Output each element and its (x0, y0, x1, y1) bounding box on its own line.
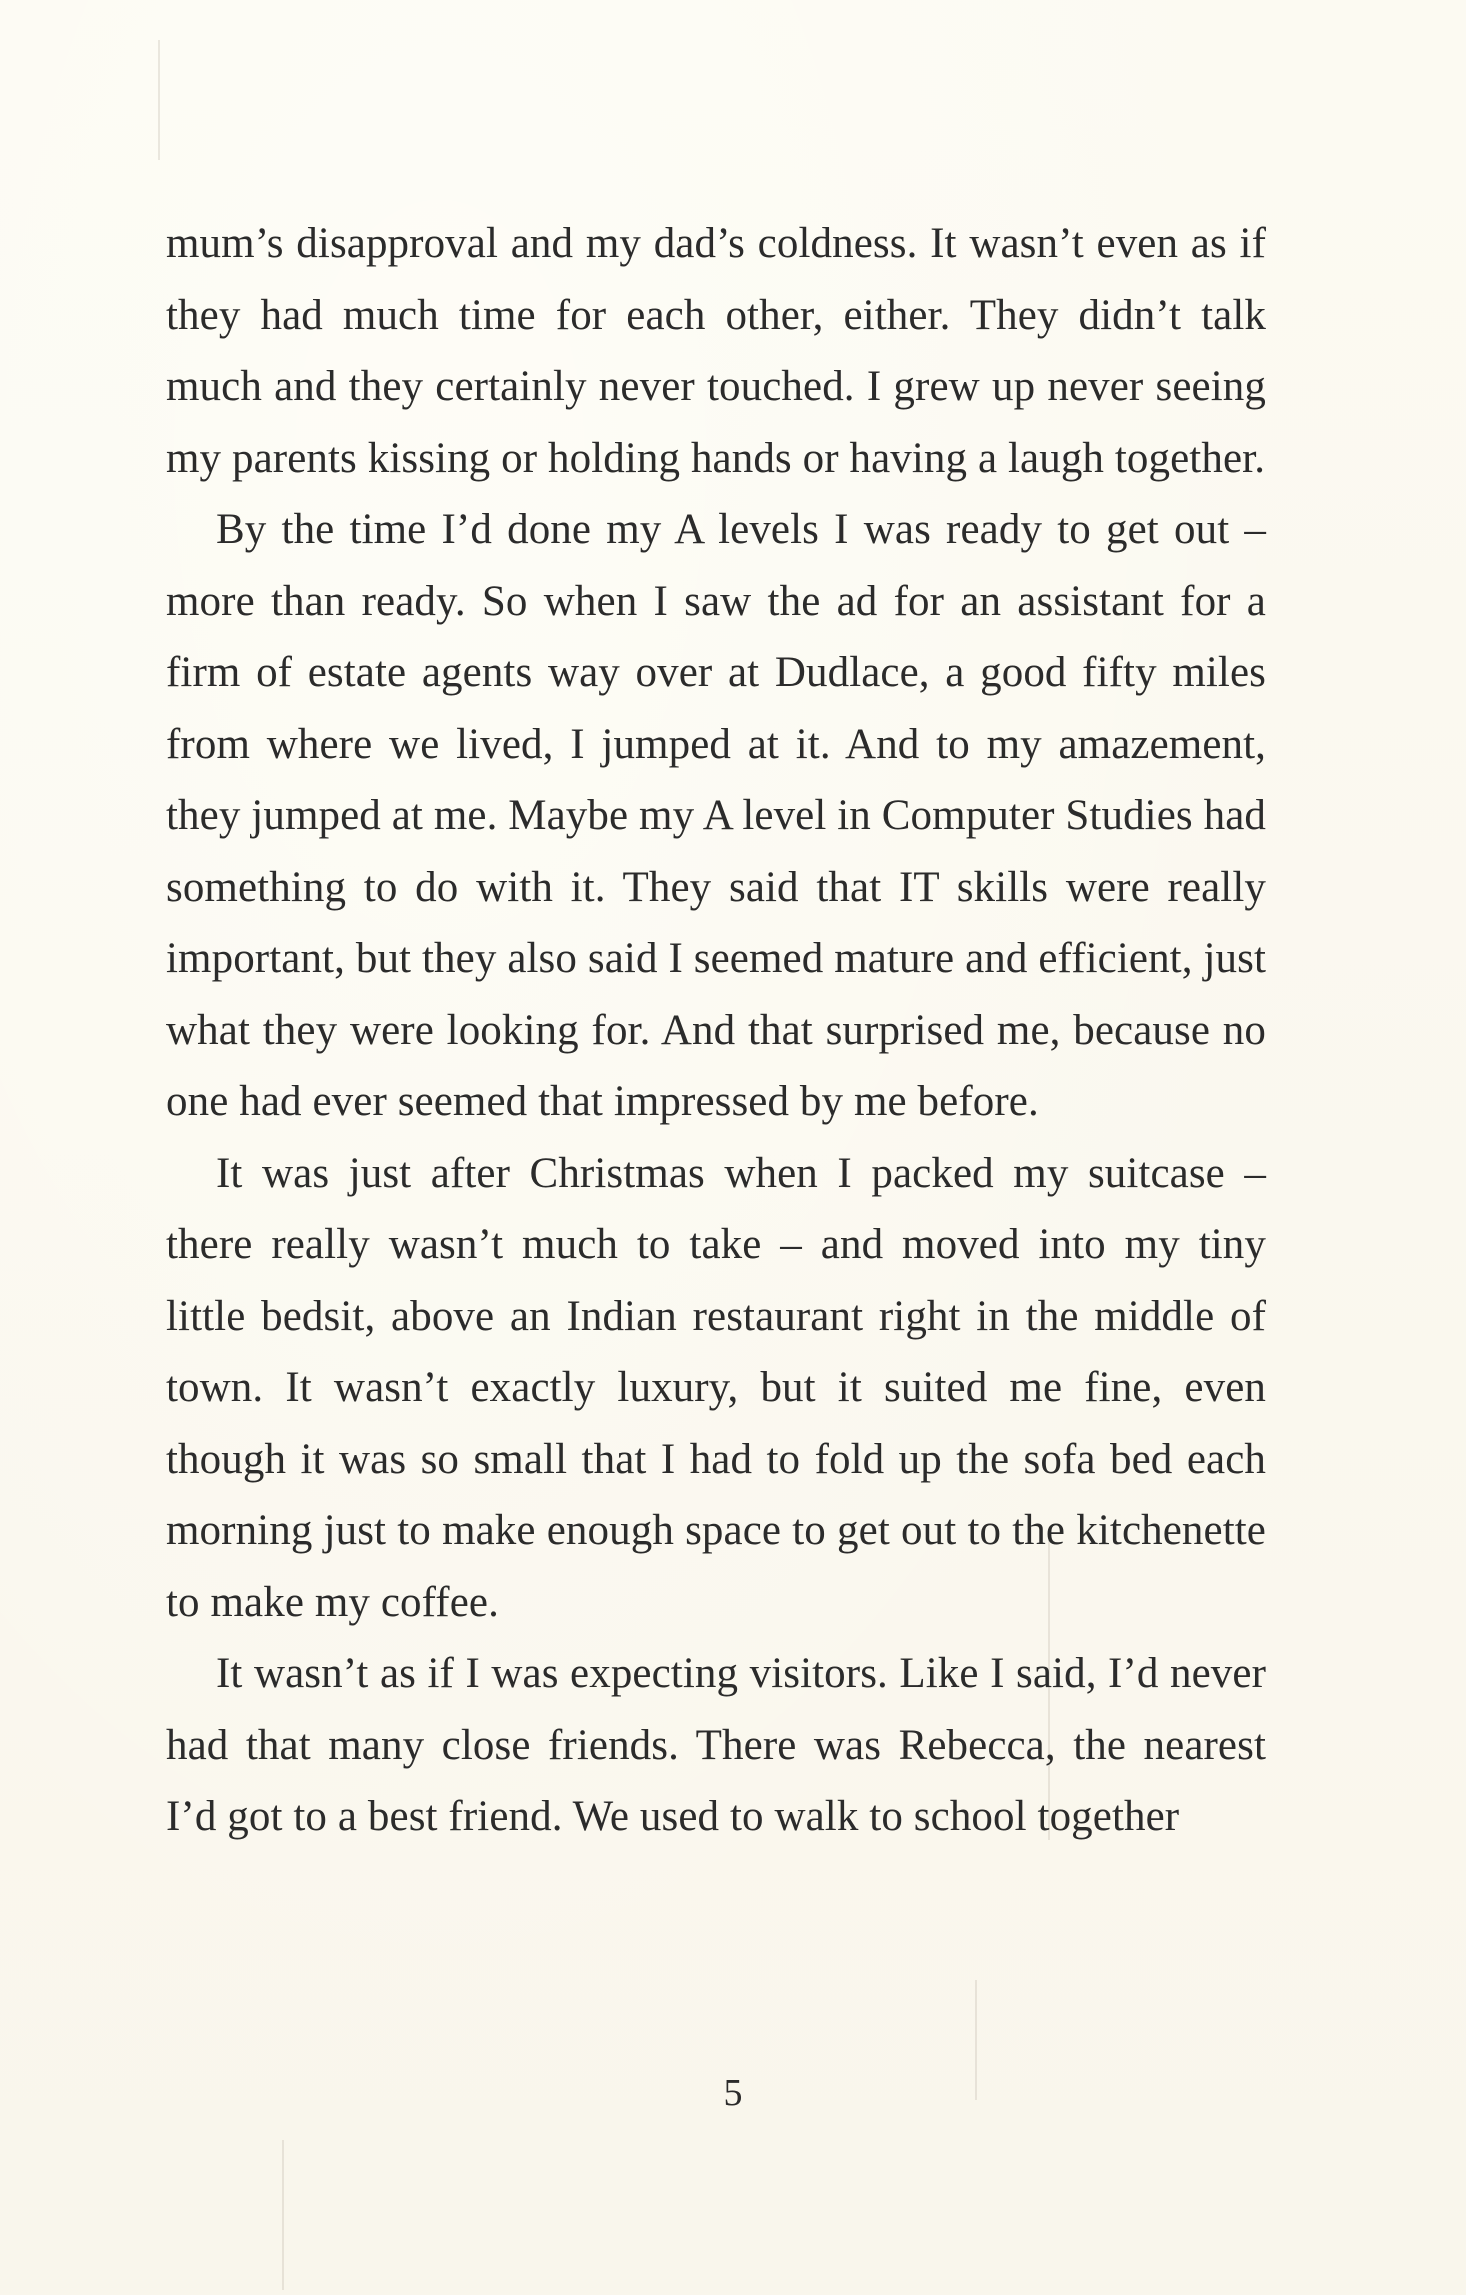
page-crease (282, 2140, 284, 2290)
paragraph: mum’s disapproval and my dad’s coldness. It wasn’t even as if they had much time for each other, either. They didn’t talk much and they certainly never touched. I grew up never seeing my parents kissing or holding hands or having a laugh together. (166, 220, 1266, 482)
paragraph: It was just after Christmas when I packed my suitcase – there really wasn’t much to take – and moved into my tiny little bedsit, above an Indian restaurant right in the middle of town. It wasn’t exactly luxury, but it suited me fine, even though it was so small that I had to fold up the sofa bed each morning just to make enough space to get out to the kitchenette to make my coffee. (166, 1149, 1266, 1626)
page-crease (158, 40, 160, 160)
paragraph: It wasn’t as if I was expecting visitors. Like I said, I’d never had that many close friends. There was Rebecca, the nearest I’d got to a best friend. We used to walk to school together (166, 1650, 1266, 1840)
body-text (166, 208, 1266, 1853)
paragraph: By the time I’d done my A levels I was ready to get out – more than ready. So when I saw the ad for an assistant for a firm of estate agents way over at Dudlace, a good fifty miles from where we lived, I jumped at it. And to my amazement, they jumped at me. Maybe my A level in Computer Studies had something to do with it. They said that IT skills were really important, but they also said I seemed mature and efficient, just what they were looking for. And that surprised me, because no one had ever seemed that impressed by me before. (166, 506, 1266, 1125)
page-number: 5 (723, 2072, 743, 2114)
